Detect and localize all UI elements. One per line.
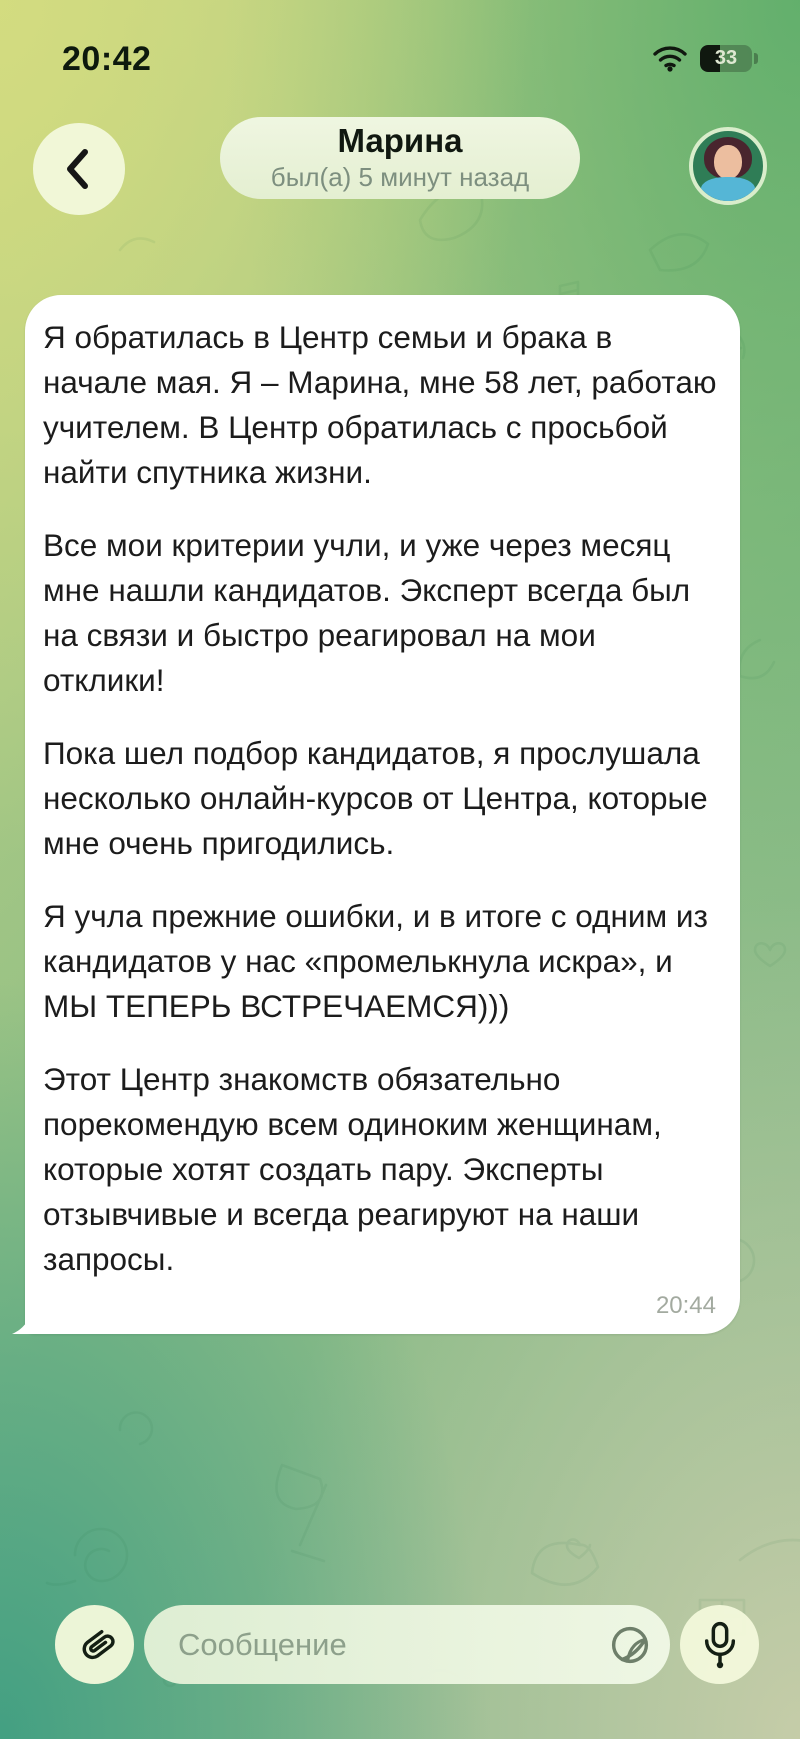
microphone-icon xyxy=(700,1621,740,1669)
sticker-icon-glyph xyxy=(608,1623,652,1667)
avatar-shirt xyxy=(701,177,755,203)
message-paragraph: Я обратилась в Центр семьи и брака в начале мая. Я – Марина, мне 58 лет, работаю учителем. В Центр обратилась с просьбой найти спутника жизни. xyxy=(43,319,717,490)
wifi-icon xyxy=(652,44,688,72)
message-input-wrap xyxy=(144,1605,670,1684)
attach-button[interactable] xyxy=(55,1605,134,1684)
message-paragraph: Я учла прежние ошибки, и в итоге с одним из кандидатов у нас «промелькнула искра», и МЫ ТЕПЕРЬ ВСТРЕЧАЕМСЯ))) xyxy=(43,898,708,1024)
status-bar xyxy=(0,38,800,82)
composer-bar xyxy=(0,1605,800,1684)
avatar-face xyxy=(714,145,742,179)
back-button[interactable] xyxy=(33,123,125,215)
bubble-tail xyxy=(12,1300,40,1334)
message-paragraph: Все мои критерии учли, и уже через месяц мне нашли кандидатов. Эксперт всегда был на связи и быстро реагировал на мои отклики! xyxy=(43,527,691,698)
battery-nub xyxy=(754,53,758,64)
mic-button[interactable] xyxy=(680,1605,759,1684)
message-input[interactable] xyxy=(144,1605,670,1684)
chat-title: Марина xyxy=(337,122,463,160)
sticker-icon[interactable] xyxy=(608,1623,652,1667)
chat-header xyxy=(0,117,800,201)
chat-title-pill[interactable] xyxy=(220,117,580,199)
message-bubble xyxy=(25,295,740,1334)
avatar[interactable] xyxy=(689,127,767,205)
battery-icon xyxy=(700,45,758,72)
message-paragraph: Пока шел подбор кандидатов, я прослушала несколько онлайн-курсов от Центра, которые мне очень пригодились. xyxy=(43,735,708,861)
battery-percent: 33 xyxy=(714,46,738,69)
message-paragraph: Этот Центр знакомств обязательно порекомендую всем одиноким женщинам, которые хотят создать пару. Эксперты отзывчивые и всегда реагируют на наши запросы. xyxy=(43,1061,662,1277)
message-timestamp: 20:44 xyxy=(655,1292,716,1319)
status-icons xyxy=(652,44,758,72)
status-time: 20:42 xyxy=(62,40,152,78)
chat-last-seen: был(а) 5 минут назад xyxy=(270,162,530,193)
chevron-left-icon xyxy=(54,139,104,199)
paperclip-icon xyxy=(74,1624,116,1666)
